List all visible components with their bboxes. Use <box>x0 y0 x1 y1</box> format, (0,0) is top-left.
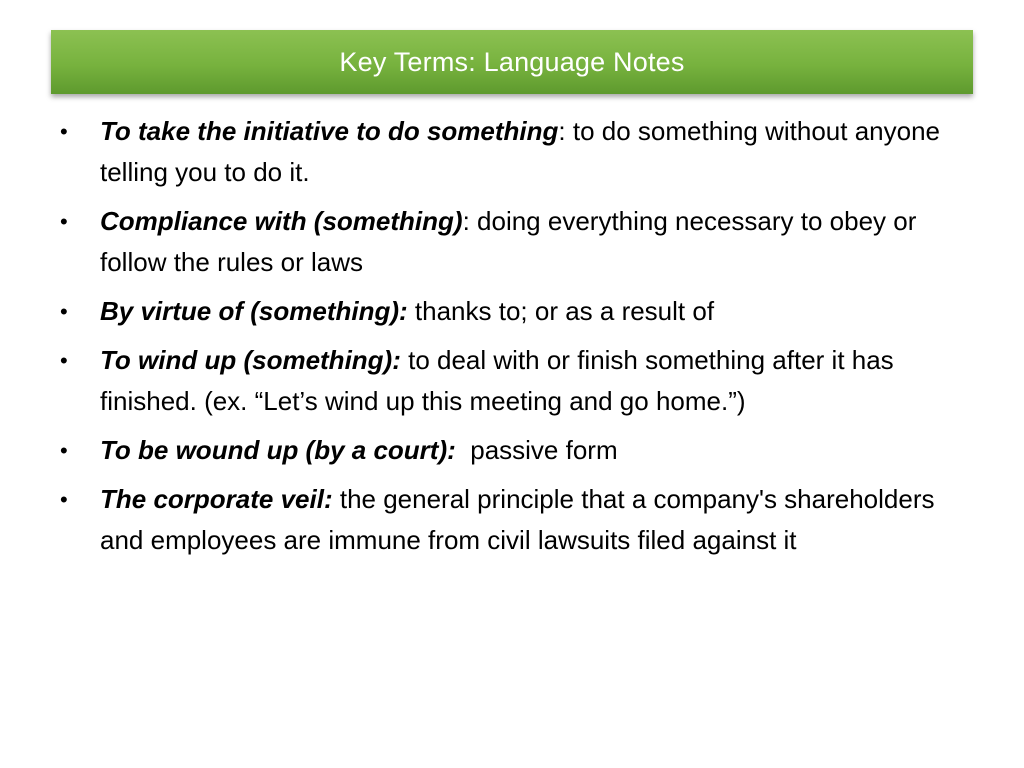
term: Compliance with (something) <box>100 206 463 236</box>
bullet-icon: • <box>60 487 68 512</box>
definition: : to do something without anyone telling you to do it. <box>100 116 940 187</box>
definition: : doing everything necessary to obey or follow the rules or laws <box>100 206 917 277</box>
slide-title: Key Terms: Language Notes <box>339 46 685 77</box>
bullet-icon: • <box>60 438 68 463</box>
term: To wind up (something): <box>100 345 401 375</box>
term: The corporate veil: <box>100 484 333 514</box>
term: By virtue of (something): <box>100 296 408 326</box>
bullet-icon: • <box>60 299 68 324</box>
definition: thanks to; or as a result of <box>407 296 715 326</box>
definition: the general principle that a company's shareholders and employees are immune from civil lawsuits filed against it <box>100 484 935 555</box>
title-banner <box>51 30 973 94</box>
definition: to deal with or finish something after it has finished. (ex. “Let’s wind up this meeting and go home.”) <box>100 345 894 416</box>
key-terms-list <box>58 111 958 569</box>
list-item <box>58 430 958 471</box>
list-item <box>58 111 958 193</box>
term: To take the initiative to do something <box>100 116 559 146</box>
definition: passive form <box>455 435 618 465</box>
list-item <box>58 291 958 332</box>
term: To be wound up (by a court): <box>100 435 456 465</box>
bullet-icon: • <box>60 209 68 234</box>
list-item <box>58 340 958 422</box>
bullet-icon: • <box>60 348 68 373</box>
bullet-icon: • <box>60 119 68 144</box>
list-item <box>58 201 958 283</box>
list-item <box>58 479 958 561</box>
